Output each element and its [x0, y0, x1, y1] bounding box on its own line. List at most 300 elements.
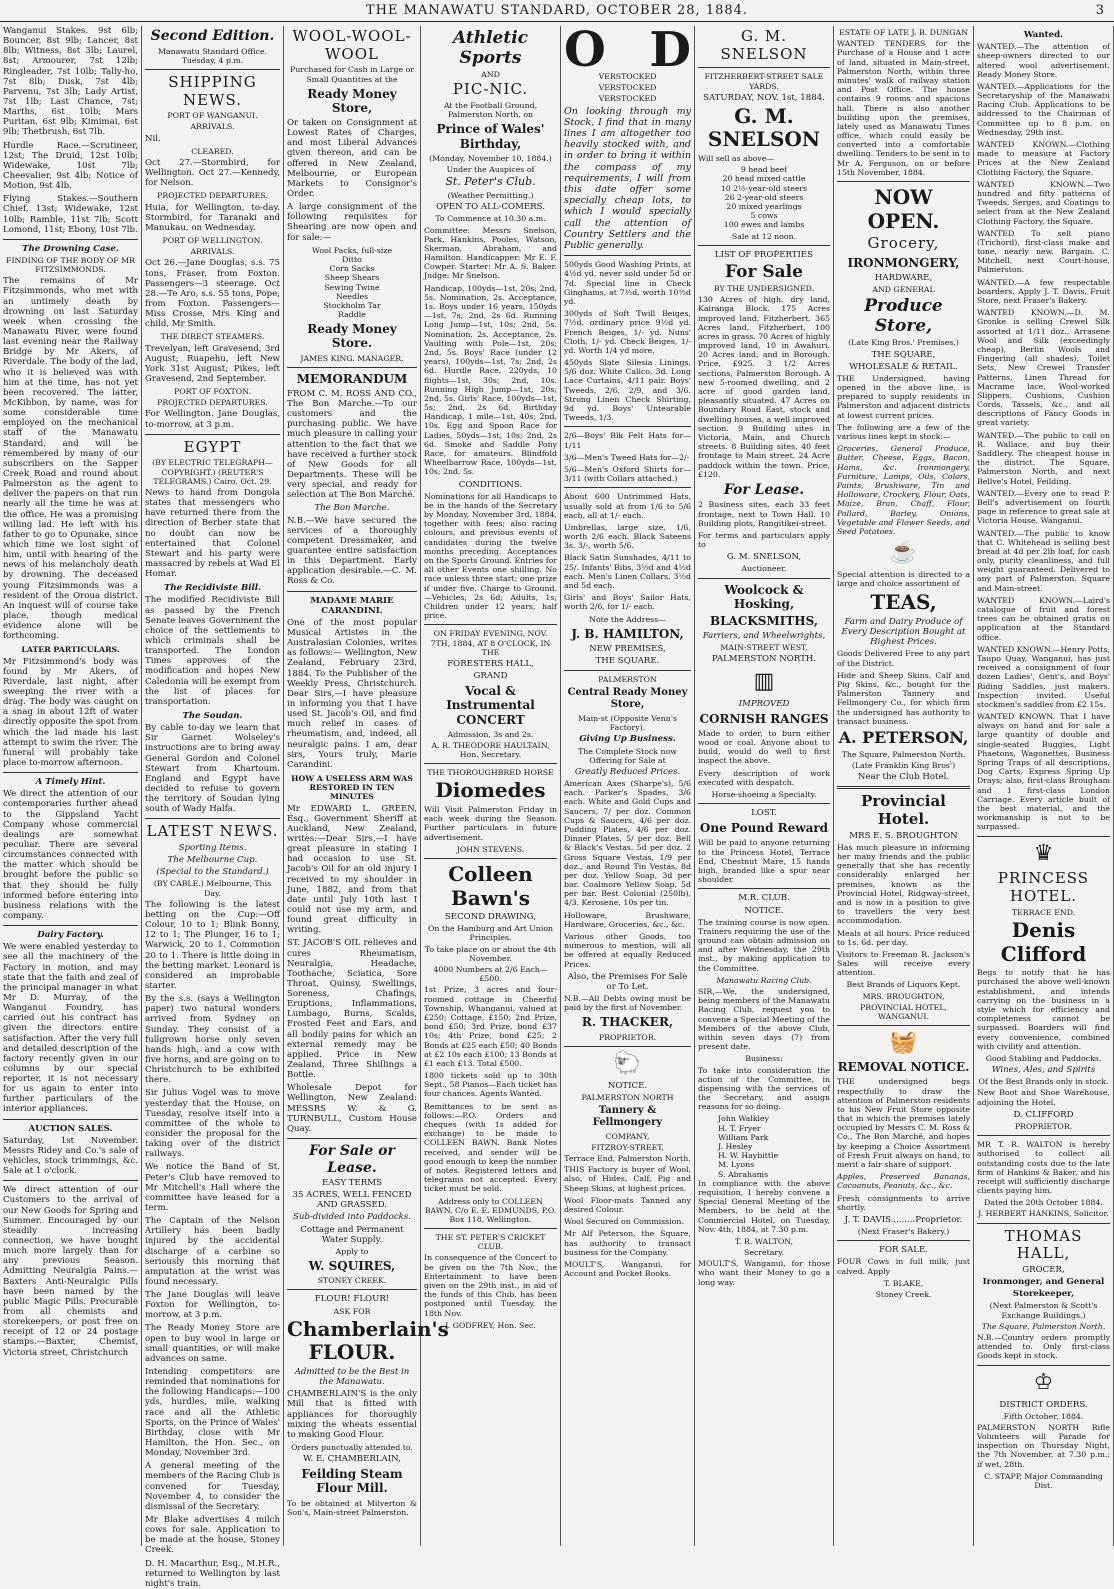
jb-hamilton: J. B. HAMILTON, [571, 626, 684, 641]
signatories [698, 1114, 830, 1178]
big-letter-o: O [564, 22, 606, 78]
prince-birthday: Prince of Wales' Birthday, [436, 122, 545, 151]
provincial-hotel: Provincial Hotel. [861, 792, 946, 829]
later-article: Mr Fitzsimmond's body was found by Mr Akers, of Riverdale, last night, after sweeping the river with a drag. The body was caught on a snag in about 12ft of water directly opposite the spot from which the lad made his last attempt to swim the river. The funeral will probably take place to-morrow afternoon. [3, 656, 138, 768]
list-item: 20 mixed yearlings [726, 202, 802, 212]
wanted-6: WANTED.—A few respectable boarders. Apply J. T. Davis, Fruit Store, next Fraser's Bakery. [977, 277, 1110, 306]
tenders-wanted: WANTED TENDERS for the Purchase of a House and 1 acre of land, situated in Main-street, Palmerston North, within three minutes' walk of railway station and Post Office. The house contains 9 rooms and spacious hall. There is also another building upon the premises, lately used as Manawatu Times office, which could easily be converted into a comfortable dwelling. Tenders to be sent in to Mr A. Ferguson, on or before 15th November, 1884. [837, 39, 970, 177]
moult-books: MOULT'S, Wanganui, for Account and Pocket Books. [564, 1259, 691, 1279]
direct-steamers-label: THE DIRECT STEAMERS. [160, 332, 265, 342]
late-king-bros: (Late King Bros.' Premises,) [848, 338, 959, 348]
tickets: 1800 tickets sold up to 30th Sept., 58 Pianos—Each ticket has four chances. Agents Wanted. [424, 1071, 557, 1099]
egypt-subheading: (BY ELECTRIC TELEGRAPH—COPYRIGHT.) (REUTER'S TELEGRAMS.) Cairo, Oct. 29. [152, 458, 273, 486]
palmerston-north: PALMERSTON NORTH. [711, 654, 817, 665]
cricket-heading: THE ST. PETER'S CRICKET CLUB. [435, 1233, 546, 1252]
easy-terms: EASY TERMS [322, 1178, 382, 1189]
holloware: Holloware, Brushware, Hardware, Groceries, &c., &c. [564, 910, 691, 929]
shearing-list [287, 246, 417, 320]
racing-club: Manawatu Racing Club. [716, 975, 812, 985]
auctioneer: Auctioneer. [741, 564, 787, 574]
provincial-wanganui: PROVINCIAL HOTEL, WANGANUI. [860, 1002, 947, 1022]
wanted-2: WANTED.—Applications for the Secretaryship of the Manawatu Racing Club. Applications to be addressed to the Chairman of Committee up to 8 p.m. on Wednesday, 29th inst. [977, 81, 1110, 137]
list-item: Sheep Shears [324, 273, 380, 283]
picnic-heading: PIC-NIC. [452, 80, 529, 99]
list-item: 9 head beef [740, 165, 788, 175]
four-cows: FOUR Cows in full milk, just calved. Apply [837, 1257, 970, 1276]
artillery-accident: The Captain of the Nelson Artillery has been badly injured by the accidental discharge of a carbine so seriously this morning that amputation at the wrist was found necessary. [145, 1216, 280, 1287]
storekeeper: Storekeeper, [1012, 1289, 1075, 1300]
wool-purchased: Purchased for Cash in Large or Small Quantities at the [289, 65, 415, 84]
projected-text: Huia, for Wellington, to-day. Stormbird, for Taranaki and Manukau, on Wednesday. [145, 202, 280, 233]
concert-heading: Vocal & Instrumental CONCERT [446, 684, 535, 727]
wanted-11: WANTED KNOWN.—Laird's catalogue of fruit and forest trees can be obtained gratis on application at the Standard office. [977, 595, 1110, 642]
grocery: Grocery, [867, 234, 940, 253]
open-all-comers: OPEN TO ALL-COMERS. [436, 202, 545, 213]
range-illustration: ▥ [753, 668, 775, 694]
sale-date: SATURDAY, NOV. 1st, 1884. [703, 92, 825, 103]
direct-steamers-text: Trevelyan, left Gravesend, 3rd August; Ruapehu, left New York 31st August; Pikes, left Gravesend, 2nd September. [145, 343, 280, 384]
palmerston: PALMERSTON [598, 675, 657, 685]
thomas-hall: THOMAS HALL, [1004, 1226, 1083, 1263]
good-stabling: Good Stabling and Paddocks. [985, 1053, 1102, 1063]
intending-competitors: Intending competitors are reminded that nominations for the following Handicaps:—100 yds, hurdles, mile, walking race and all the Athletic Sports, on the Prince of Wales' Birthday, close with Mr Hamilton, the Hon. Sec., on Monday, November 3rd. [145, 1367, 280, 1459]
undersigned-text: THE Undersigned, having opened in the above line, is prepared to supply residents in Palmerston and adjacent districts at lowest current prices. [837, 373, 970, 420]
mens-hats: 3/6—Men's Tweed Hats for—2/- [564, 452, 690, 462]
port-wellington: PORT OF WELLINGTON. [162, 236, 263, 245]
wanted-5: WANTED To sell piano (Trichord), first-class make and tone, nearly new. Bargain. C. Mitchell, next Court-house, Palmerston. [977, 228, 1110, 275]
sale-yards: FITZHERBERT-STREET SALE YARDS. [704, 72, 824, 91]
r-thacker: R. THACKER, [581, 1015, 674, 1030]
john-stevens: JOHN STEVENS. [456, 844, 525, 854]
column-1 [0, 26, 142, 1546]
requisition: SIR,—We, the undersigned, being members of the Manawatu Racing Club, request you to convene a Special Meeting of the Members of the above Club, within seven days (7) from present date. [698, 987, 830, 1052]
gm-snelson: G. M. SNELSON [707, 103, 821, 152]
reward: One Pound Reward [699, 821, 829, 836]
central-store: Central Ready Money Store, [567, 687, 688, 711]
projected-label: PROJECTED DEPARTURES. [157, 191, 268, 201]
late-franklin: (Late Franklin King Bros') [851, 761, 956, 771]
note-address: Note the Address— [589, 614, 666, 624]
new-premises: NEW PREMISES, [589, 643, 666, 654]
square-palmerston: The Square, Palmerston North. [841, 749, 966, 759]
ready-money-note: The Ready Money Store are open to buy wool in large or small quantities, or will make advances on same. [145, 1323, 280, 1364]
lost-text: Will be paid to anyone returning to the Princess Hotel, Terrace End, Chestnut Mare, 15 hands high, branded like a spur near shoulder. [698, 838, 830, 885]
company: COMPANY, [605, 1131, 650, 1141]
list-item: Stockholm Tar [323, 300, 381, 310]
wanted-12: WANTED KNOWN.—Henry Potts, Taupo Quay, Wanganui, has just received a consignment of four dozen Ladies', Gent's, and Boys' Riding Saddles, just makers. Inspection invited. Useful stockmen's saddles from £2 15s. [977, 644, 1110, 709]
line-silesia: 450yds Slate Silesia Linings, 5/6 doz. White Calico, 3d. Long Lace Curtains, 4/11 pair. Boys' Tweeds, 2/6, 2/9, and 3/6. Strong Linen Check Shirting, 9d yd. Boys' Untearable Tweeds, 1/3. [564, 358, 691, 423]
conditions-text: Nominations for all Handicaps to be in the hands of the Secretary by Monday, November 3rd, 1884, together with fees; also racing colours, and previous events of candidates during the twelve months preceding. Acceptances on the Sports Ground. Entries for all other Events one shilling. No race unless three start; one prize if under five. Charge to Ground.—Vehicles, 2s 6d; Adults, 1s; Children under 12 years, half price. [424, 491, 557, 621]
madame-letter: One of the most popular Musical Artistes in the Australasian Colonies, writes as follows:— Wellington, New Zealand, February 23rd, 1884. To the Publisher of the Weekly Press, Christchurch. Dear Sirs,—I have pleasure in informing you that I have used St. Jacob's Oil, and find much relief in cases of rheumatism, and, indeed, all neuralgic pains. I am, dear sirs, Yours truly, Marie Carandini. [287, 617, 417, 770]
a-peterson: A. PETERSON, [838, 727, 969, 747]
friday-evening: ON FRIDAY EVENING, NOV. 7TH, 1884, AT 8 O'CLOCK, IN THE [430, 629, 551, 657]
band-notice: We notice the Band of St. Peter's Club have removed to Mr Mitchell's Hall where the committee have leased for a term. [145, 1162, 280, 1213]
mill-text: CHAMBERLAIN'S is the only Mill that is fitted with appliances for thoroughly mixing the wheats essential to making Good Flour. [287, 1389, 417, 1440]
wanted-9: WANTED.—Every one to read P. Bell's advertisement on fourth page in reference to great sale at Victoria House, Wanganui. [977, 488, 1110, 526]
list-item: Corn Sacks [329, 264, 375, 274]
column-3 [284, 26, 449, 1546]
column-7 [834, 26, 974, 1546]
farm-produce: Farm and Dairy Produce of Every Description Bought at Highest Prices. [841, 617, 966, 648]
terms-apply: For terms and particulars apply to [698, 530, 830, 550]
james-king: JAMES KING. MANAGER. [300, 353, 404, 363]
and-label: AND [481, 70, 500, 80]
athletic-sports-heading: Athletic Sports [452, 28, 529, 69]
admission: Admission, 3s and 2s. [447, 729, 534, 739]
newspaper-title: THE MANAWATU STANDARD, OCTOBER 28, 1884. [365, 3, 749, 18]
wholesale-depot: Wholesale Depot for Wellington, New Zealand: MESSRS W. & G. TURNBULL, Custom House Quay. [287, 1083, 417, 1134]
arrivals-text-2: Oct 26.—Jane Douglas, s.s. 75 tons, Fraser, from Foxton. Passengers—3 steerage. Oct 28.—Te Aro, s.s. 55 tons, Pope, from Foxton. Passengers—Miss Crosse, Mrs King and child, Mr Smith. [145, 258, 280, 330]
princess-hotel: PRINCESS HOTEL. [997, 869, 1090, 906]
wanted-8: WANTED.—The public to call on R. Wallace, and buy their Saddlery. The cheapest house in the district. The Square, Palmerston North, and next Bellve's Hotel, Feilding. [977, 430, 1110, 486]
ironmongery: IRONMONGERY, [847, 255, 960, 270]
under-auspices: Under the Auspices of [446, 164, 535, 174]
feilding-mill: Feilding Steam Flour Mill. [301, 1467, 403, 1496]
lost-heading: LOST. [751, 808, 777, 819]
port-foxton: PORT OF FOXTON. [174, 387, 251, 397]
macarthur-note: D. H. Macarthur, Esq., M.H.R., returned to Wellington by last night's train. [145, 1558, 280, 1589]
ask-for: ASK FOR [333, 1306, 371, 1316]
business-label: Business: [745, 1054, 783, 1064]
sailor-hats: Girls' and Boys' Sailor Hats, worth 2/6, for 1/- each. [564, 593, 691, 612]
soudan-article: By cable to-day we learn that Sir Garnet Wolseley's instructions are to bring away General Gordon and Colonel Stewart from Khartoum. England and Egypt have decided to refuse to govern the territory of Soudan lying south of Wady Halfa. [145, 723, 280, 815]
subdivided: Sub-divided into Paddocks. [292, 1212, 411, 1223]
overstocked-intro: On looking through my Stock, I find that in many lines I am altogether too heavily stocked with, and in order to bring it within the compass of my requirements, I will from this date offer some specially cheap lots, to which I would specially call the attention of Country Settlers and the Public generally. [564, 105, 691, 251]
conditions-heading: CONDITIONS. [458, 479, 523, 490]
shipping-heading: SHIPPING NEWS. [168, 72, 257, 109]
timely-heading: A Timely Hint. [35, 777, 106, 788]
notice-heading: NOTICE. [607, 1080, 648, 1091]
stoney-creek: STONEY CREEK. [317, 1276, 387, 1286]
hurdle-race: Hurdle Race.—Scrutineer, 12st; The Druid, 12st 10lb; Widewake, 10st 7lb; Cheevalier, 9st 4lb; Notice of Motion, 9st 4lb. [3, 140, 138, 192]
list-item: Needles [335, 291, 369, 301]
orders-note: Orders punctually attended to. [291, 1442, 413, 1452]
list-item: M. Lyons [718, 1160, 755, 1170]
removal-notice: REMOVAL NOTICE. [837, 1060, 970, 1075]
admitted-best: Admitted to be the Best in the Manawatu. [294, 1366, 410, 1388]
list-item: 26 2-year-old steers [724, 192, 804, 202]
list-item: J. Hesley [718, 1142, 753, 1151]
colleen-address: Address only to COLLEEN BAWN, C/o E. E. EDMUNDS, P.O. Box 118, Wellington. [424, 1196, 557, 1224]
committee: Committee: Messrs Snelson, Park, Hankins, Pooles, Watson, Skerman, Abraham, and Hamilton. Handicapper: Mr E. F. Cowper. Starter: Mr A. S. Baker. Judge: Mr Snelson. [424, 225, 557, 281]
oxford-shirts: 5/6—Men's Oxford Shirts for—3/11 (with Collars attached.) [564, 464, 691, 484]
flying-stakes: Flying Stakes.—Southern Chief, 13st; Widewake, 12st 10lb; Ramble, 11st 7lb; Scott Lomond, 11st; Ebony, 10st 7lb. [3, 194, 138, 235]
haultain: A. R. THEODORE HAULTAIN, Hon. Secretary. [431, 740, 550, 760]
we-chamberlain: W. E. CHAMBERLAIN, [303, 1454, 401, 1465]
jt-davis: J. T. DAVIS.........Proprietor. [844, 1214, 963, 1225]
best-brands-8: Of the Best Brands only in stock. [978, 1077, 1109, 1087]
terrace-end: Terrace End, Palmerston North. [564, 1154, 691, 1164]
dated: Dated the 20th October 1884. [984, 1198, 1103, 1208]
second-drawing: SECOND DRAWING, [444, 912, 537, 923]
crown-illustration: ♔ [1033, 1369, 1054, 1395]
gm-snelson-sign: G. M. SNELSON, [726, 552, 802, 563]
arrivals-label: ARRIVALS. [190, 122, 235, 132]
foresters-hall: FORESTERS HALL, [447, 658, 534, 669]
line-prints: 500yds Good Washing Prints, at 4½d yd, never sold under 5d or 7d. Special line in Check Ginghams, at 7½d, worth 10½d yd. [564, 260, 691, 306]
t-blake: T. BLAKE, [883, 1278, 924, 1288]
list-item: 10 2½-year-old steers [720, 183, 808, 193]
sale-noon: Sale at 12 noon. [731, 231, 797, 241]
visitors: Visitors to Freeman R. Jackson's Sales will receive every attention. [837, 949, 970, 978]
crest-illustration: ♛ [1033, 840, 1054, 866]
wanted-3: WANTED KNOWN.—Clothing made to measure at Factory Prices at the New Zealand Clothing Factory, the Square. [977, 140, 1110, 177]
list-item: Raddle [338, 310, 366, 320]
untrimmed-hats: About 600 Untrimmed Hats, usually sold at from 1/6 to 5/6 each, all at 1/- each. [564, 492, 691, 520]
port-wanganui: PORT OF WANGANUI. [167, 111, 258, 121]
fruit-basket-illustration: 🧺 [889, 1030, 918, 1056]
training-course: The training course is now open. Trainers requiring the use of the ground can obtain admission on and after Wednesday, the 29th inst., by making application to the Committee. [698, 917, 830, 973]
arrivals-label-2: ARRIVALS. [190, 247, 235, 257]
grand-label: GRAND [473, 671, 508, 682]
teas: TEAS, [870, 590, 937, 615]
dressmaker-note: N.B.—We have secured the services of a thoroughly competent Dressmaker, and guarantee entire satisfaction in this Department. Early application desirable.—C. M. Ross & Co. [287, 515, 417, 587]
useless-arm-heading: HOW A USELESS ARM WAS RESTORED IN TEN MINUTES [291, 773, 413, 802]
projected-label-3: PROJECTED DEPARTURES. [157, 398, 268, 408]
later-heading: LATER PARTICULARS. [21, 645, 120, 655]
palmerston-north: PALMERSTON NORTH [581, 1092, 674, 1102]
walton-authority: MR T. R. WALTON is hereby authorised to collect all outstanding costs due to the late firm of Hankins & Baker, and his receipt will sufficiently discharge clients paying him. [977, 1140, 1110, 1196]
debts-note: N.B.—All Debts owing must be paid by the first of November. [564, 994, 691, 1013]
list-item: 100 ewes and lambs [723, 220, 805, 230]
c-stapp: C. STAPP, Major Commanding Dist. [984, 1471, 1103, 1490]
woolcock-hosking: Woolcock & Hosking, [724, 582, 804, 611]
drowning-heading: The Drowning Case. [22, 243, 119, 254]
st-peters-club: St. Peter's Club. [445, 175, 536, 189]
proprietor: PROPRIETOR. [598, 1032, 657, 1042]
cottage: Cottage and Permanent Water Supply. [300, 1224, 404, 1245]
obtained-at: To be obtained at Milverton & Son's, Main-street Palmerston. [287, 1498, 417, 1517]
memorandum-heading: MEMORANDUM [296, 371, 408, 386]
st-jacobs-oil: ST. JACOB'S OIL relieves and cures Rheumatism, Neuralgia, Headache, Toothache, Sciatica, Sore Throat, Quinsy, Swellings, Soreness, Chafings, Eruptions, Inflammations, Lumbago, Burns, Scalds, Frosted Feet and Ears, and all bodily pains for which an external remedy may be applied. Price in New Zealand, Three Shillings a Bottle. [287, 938, 417, 1081]
rifle-volunteers: PALMERSTON NORTH Rifle Volunteers will Parade for inspection on Thursday Night, the 7th November, at 7.30 p.m.; if wet, 28th. [977, 1422, 1110, 1469]
godfrey: J. GODFREY, Hon. Sec. [445, 1320, 536, 1330]
racing-meeting: A general meeting of the members of the Racing Club is convened for Tuesday, November 4, to consider the dismissal of the Secretary. [145, 1461, 280, 1512]
sunshades: Black Satin Sunshades, 4/11 to 25/. Infants' Bibs, 3½d and 4½d each. Men's Linen Collars, 3½d and 5d each. [564, 553, 691, 591]
sheep-illustration: 🐑 [613, 1050, 642, 1076]
dairy-article: We were enabled yesterday to see all the machinery of the Factory in motion, and may state that the faith and zeal of the principal manager in what Mr D. Murray, of the Wanganui Foundry, has carried out his contract has given the directors entire satisfaction. After the very full and detailed description of the factory recently given in our columns by our special reporter, it is not necessary for us again to enter into further particulars of the interior appliances. [3, 942, 138, 1115]
diomedes: Diomedes [435, 778, 546, 803]
list-item: Sewing Twine [324, 282, 380, 292]
teapot-illustration: ☕ [889, 540, 918, 566]
list-item: John Walkley [718, 1114, 770, 1124]
meals: Meals at all hours. Price reduced to 1s. 6d. per day. [837, 928, 970, 947]
bon-marche: The Bon Marche. [314, 503, 390, 514]
ironmonger-general: Ironmonger, and General [982, 1277, 1105, 1288]
boot-warehouse: New Boot and Shoe Warehouse, adjoining the Hotel. [977, 1088, 1110, 1107]
cornish-ranges: CORNISH RANGES [699, 711, 829, 726]
list-item: H. T. Fryer [718, 1123, 761, 1133]
properties-heading: LIST OF PROPERTIES [714, 249, 814, 260]
complete-stock: The Complete Stock now Offering for Sale at [578, 746, 677, 765]
fitzroy-street: FITZROY-STREET, [591, 1142, 664, 1152]
lines-list: Groceries, General Produce, Butter, Cheese, Eggs, Bacon, Hams, &c. Ironmongery, Furniture, Lamps, Oils, Colors, Paints, Brushware, Tin and Holloware, Crockery, Flour, Oats, Maize, Bran, Chaff, Flour, Pollard, Barley, Onions, Vegetable and Flower Seeds, and Seed Potatoes. [837, 444, 970, 536]
jane-douglas: The Jane Douglas will leave Foxton for Wellington, to-morrow, at 3 p.m. [145, 1290, 280, 1321]
terrace-end-8: TERRACE END. [1011, 907, 1076, 917]
apply-to: Apply to [335, 1246, 369, 1256]
melbourne-cup-heading: The Melbourne Cup. [167, 855, 258, 866]
events-list: Handicap, 100yds—1st, 20s; 2nd, 5s. Nomination, 2s. Acceptance, 1s. Boys under 16 years, 150yds—1st, 7s; 2nd, 2s 6d. Running Long Jump—1st, 10s; 2nd, 5s. Nomination, 2s. Acceptance, 2s. Vaulting with Pole—1st, 20s; 2nd, 5s. Boys' Race (under 12 years), 100yds—1st, 7s; 2nd, 2s 6d. Hurdle Race, 220yds, 10 flights—1st, 30s; 2nd, 10s. Running High Jump—1st, 20s; 2nd, 5s. Girls' Race, 100yds—1st, 5s; 2nd, 2s 6d. Birthday Handicap, 1 mile—1st, 40s; 2nd, 10s. Egg and Spoon Race for Ladies, 50yds—1st, 10s; 2nd, 2s 6d. Smoke and Saddle Pony Race, for amateurs. Blindfold Wheelbarrow Race, 100yds—1st, 10s; 2nd, 5s. [424, 283, 557, 477]
the-square-7: THE SQUARE, [871, 349, 936, 360]
diomedes-text: Will Visit Palmerston Friday in each week during the Season. Further particulars in future advertisement. [424, 805, 557, 842]
list-item: Ditto [342, 254, 362, 264]
edition-heading: Second Edition. [150, 28, 275, 44]
list-item: William Park [718, 1132, 769, 1142]
list-item: 5 cows [750, 211, 778, 221]
notice-heading-2: NOTICE. [744, 905, 784, 916]
now-open: NOW OPEN. [867, 185, 940, 233]
art-union: On the Hamburg and Art Union Principles. [427, 924, 554, 943]
ready-money-store: Ready Money Store, [307, 86, 397, 115]
cup-betting: The following is the latest betting on the Cup:—Off Colour, 10 to 1; Blink Bonny, 12 to 1; The Plunger, 16 to 1; Warwick, 20 to 1. Commotion 20 to 1. There is little doing in the betting market. Leonard is considered an improbable starter. [145, 899, 280, 991]
commence-time: To Commence at 10.30 a.m. [435, 214, 546, 224]
recidiviste-article: The modified Recidiviste Bill as passed by the French Senate leaves Government the choice of the settlements to which criminals shall be transported. The London Times approves of the modification and hopes New Caledonia will be exempt from the list of places for transportation. [145, 595, 280, 707]
for-sale-7: FOR SALE. [878, 1245, 928, 1256]
list-item: H. W. Haybittle [718, 1151, 779, 1161]
square-pn: The Square, Palmerston North. [981, 1321, 1106, 1331]
football-ground: At the Football Ground, Palmerston North, on [443, 100, 538, 120]
mr-club: M.R. CLUB. [738, 893, 790, 904]
estate-heading: ESTATE OF LATE J. B. DUNGAN [839, 28, 968, 37]
compliance: In compliance with the above requisition, I hereby convene a Special General Meeting of the Members, to be held at the Commercial Hotel, on Tuesday, Nov. 4th, 1884, at 7.30 p.m. [698, 1178, 830, 1234]
wool-commission: Wool Secured on Commission. [564, 1217, 684, 1227]
clifford-text: Begs to notify that he has purchased the above well-known establishment, and intends carrying on the business in a style which for efficiency and completeness cannot be surpassed. Boarders will find every convenience, combined with civility and attention. [977, 968, 1110, 1051]
by-cable: (BY CABLE.) Melbourne, This Day. [153, 879, 272, 898]
page-number: 3 [1095, 3, 1104, 18]
wanted-1: WANTED.—The attention of sheep-owners directed to our altered wool advertisement. Ready Money Store. [977, 42, 1110, 79]
the-square: THE SQUARE. [595, 656, 660, 667]
egypt-heading: EGYPT [183, 437, 242, 456]
next-exchange: (Next Palmerston & Scott's Exchange Buildings.) [989, 1301, 1098, 1320]
natural-wonders: By the s.s. (says a Wellington paper) two natural wonders arrived from Sydney on Sunday. They consist of a fullgrown horse only seven hands high, and a cow with five horns, and are going on to Christchurch to be exhibited there. [145, 994, 280, 1086]
best-brands: Best Brands of Liquors Kept. [846, 980, 961, 990]
following-lines: The following are a few of the various lines kept in stock:— [837, 422, 970, 442]
sale-lease-heading: For Sale or Lease. [309, 1143, 395, 1176]
overstocked-line: VERSTOCKED [598, 94, 657, 104]
d-clifford: D. CLIFFORD [1013, 1109, 1074, 1120]
sporting-heading: Sporting Items. [178, 843, 247, 854]
wanted-13: WANTED KNOWN. That I have always on hand and for sale a large quantity of double and single-seated Buggies, Light Phaetons, Wagonettes, Business Spring Traps of all descriptions, Dog Carts, Express Spring Up Drays; also, first-class Brougham and 1 first-class London Carriage. Every article built of the best material, and the workmanship is not to be surpassed. [977, 712, 1110, 832]
lease-list: 2 Business sites, each 33 feet frontage, next to Town Hall. 10 Building plots, Rangitikei-street. [698, 500, 830, 528]
for-sale: For Sale [725, 261, 803, 282]
shearing-intro: A large consignment of the following requisites for Shearing are now open and for sale:— [287, 202, 417, 243]
acres-line: 35 ACRES, WELL FENCED AND GRASSED. [292, 1190, 412, 1211]
list-item: S. Abrahams [718, 1169, 769, 1179]
wool-heading: WOOL-WOOL-WOOL [292, 27, 412, 63]
useless-arm-text: Mr EDWARD L. GREEN, Esq., Government Sheriff at Auckland, New Zealand, writes:—Dear Sirs,—I have great pleasure in stating I had occasion to use St. Jacob's Oil for an old injury I received to my shoulder in June, 1882, and from that date until July 10th last I could not use my arm, and found great difficulty in writing. [287, 803, 417, 936]
and-general: AND GENERAL [872, 285, 935, 295]
column-6 [695, 26, 834, 1546]
list-item: 20 head mixed cattle [722, 174, 806, 184]
goods-delivered: Goods Delivered Free to any part of the District. [837, 649, 970, 668]
for-lease: For Lease. [723, 481, 805, 498]
race-weights: Wanganui Stakes. 9st 6lb; Bouncer, 8st 9lb; Lancer, 8st 8lb; Witness, 8st 3lb; Laurel, 8st; Armourer, 7st 12lb; Ringleader, 7st 10lb; Tally-ho, 7st 8lb; Dusk, 7st 4lb; Parvenu, 7st 3lb; Lady Artist, 7st 1lb; Last Chance, 7st; Marths, 6st 10lb; Mars Puritan, 6st 9lb; Kimimai, 6st 9lb; Thetbrush, 6st 7lb. [3, 26, 138, 138]
tannery: Tannery & Fellmongery [592, 1105, 663, 1128]
wines-ales: Wines, Ales, and Spirits [991, 1065, 1096, 1076]
overstocked-line: VERSTOCKED [598, 72, 657, 81]
every-description: Every description of work executed with despatch. [698, 768, 830, 787]
country-orders: N.B.—Country orders promptly attended to. Only first-class Goods kept in stock. [977, 1332, 1110, 1361]
cleared-label: CLEARED. [191, 146, 234, 156]
hides-skins: Hide and Sheep Skins, Calf and Pig Skins, &c., bought for the Palmerston Tannery and Fellmongery Co., for which firm the undersigned has authority to transact business. [837, 670, 970, 726]
next-fraser: (Next Fraser's Bakery.) [857, 1227, 950, 1237]
produce-store: Produce Store, [864, 296, 943, 337]
district-orders: DISTRICT ORDERS. [999, 1399, 1088, 1410]
properties-list: 130 Acres of high, dry land, Kairanga Block. 175 Acres improved land, Fitzherbert. 365 Acres land, Fitzherbert, 100 acres in grass. 70 Acres of highly improved land, 10 in Awahuri. 20 Acres land, and in Borough. Price, £925. 3 1/2 Acres sections, Palmerston Borough. A new 5-roomed dwelling, and 2 acre of good garden land, pleasantly situated. 47 Acres on Boundary Road East, stock and dwelling houses, a well improved section. 9 Building sites in Victoria, Main, and Church streets. 8 Building sites, 40 feet frontage to Main street. 24 Acre paddock within the town. Price, £120. [698, 295, 830, 479]
fifth-october: Fifth October, 1884. [1003, 1411, 1084, 1421]
farriers: Farriers, and Wheelwrights, [702, 631, 826, 642]
colleen-bawn: Colleen Bawn's [448, 861, 533, 910]
secretary: Secretary. [743, 1248, 785, 1258]
soudan-heading: The Soudan. [182, 710, 243, 721]
column-5 [561, 22, 695, 1546]
giving-up: Giving Up Business. [579, 734, 676, 745]
reduced-prices: Greatly Reduced Prices. [574, 766, 681, 777]
business-text: To take into consideration the action of the Committee, in dispensing with the services of the Secretary, and assign reasons for so doing. [698, 1065, 830, 1112]
egypt-article: News to hand from Dongola states that messengers who have returned there from the direction of Berber state that no doubt can now be entertained that Colonel Stewart and his party were massacred by rebels at Wad El Homar. [145, 488, 280, 580]
column-8 [974, 26, 1114, 1546]
wool-mats: Wool Floor-mats Tanned any desired Colour. [564, 1195, 691, 1214]
overstocked-line: VERSTOCKED [598, 83, 657, 93]
broughton-text: Has much pleasure in informing her many friends and the public generally that she has recently considerably enlarged her premises, known as the Provincial Hotel, Ridgway-street, and is now in a position to give to travellers the very best accommodation. [837, 842, 970, 926]
column-2 [142, 26, 284, 1589]
special-note: (Special to the Standard.) [156, 867, 269, 878]
removal-text: THE undersigned begs respectfully to draw the attention of Palmerston residents to his New Fruit Store opposite that in which the premises lately occupied by Messrs C. M. Ross & Co., The Bon Marché, and hopes by keeping a Choice Assortment of Fresh Fruit always on hand, to merit a fair share of support. [837, 1077, 970, 1170]
list-item: Wool Packs, full-size [311, 245, 393, 255]
line-beiges: 300yds of Soft Twill Beiges, 7½d, ordinary price 9½d yd. French Beiges, 1/- yd. Nuns' Cloth, 1/- yd. Check Beiges, 1/- yd. Worth 1/4 yd more. [564, 309, 691, 355]
sports-date: (Monday, November 10, 1884.) [429, 153, 552, 163]
blacksmiths: BLACKSMITHS, [709, 613, 819, 628]
squires: W. SQUIRES, [308, 1259, 396, 1274]
wool-consignment: Or taken on Consignment at Lowest Rates of Charges, and most Liberal Advances given thereon, and can be offered in New Zealand, Melbourne, or European Markets to Consignor's Order. [287, 118, 417, 200]
big-letter-d: D [649, 22, 691, 78]
stoney-creek-7: Stoney Creek. [875, 1290, 932, 1299]
near-club-hotel: Near the Club Hotel. [857, 772, 950, 783]
improved: IMPROVED [738, 698, 790, 709]
shares: 4000 Numbers at 2/6 Each—£500. [433, 965, 548, 984]
made-to-order: Made to order, to burn either wood or coal. Anyone about to build, would do well to first inspect the above. [698, 728, 830, 766]
premises-sale: Also, the Premises For Sale or To Let. [567, 971, 688, 992]
moult-money: MOULT'S, Wanganui, for those who want their Money to go a long way. [698, 1259, 830, 1287]
arrivals-nil: Nil. [145, 133, 161, 144]
horse-shoeing: Horse-shoeing a Specialty. [711, 789, 817, 799]
various-goods: Various other Goods, too numerous to mention, will all be offered at equally Reduced Prices. [564, 932, 691, 969]
latest-news-heading: LATEST NEWS. [146, 822, 279, 841]
prizes: 1st Prize, 3 acres and four-roomed cottage in Cheerful Township, Whanganui, valued at £250; Cottage, £150; 2nd Prize, bond £50; 3rd Prize, bond £37 10s; 4th Prize, bond £25; 2 Bonds at £25 each £50; 40 Bonds at £2 10s each £100; 13 Bonds at £1 each £13. Total £500. [424, 985, 557, 1068]
wanted-7: WANTED KNOWN.—D. M. Gronke is selling Crewel Silk assorted at 1/11 doz., Arrasene Wool and Silk (exceedingly cheap), Berlin Wools and Fingering (all shades), Toilet Sets, New Crewel Transfer Patterns, Linen Thread for Macrame lace, Wool-worked Slippers, Cushions, Cushion Cords, Tassels, &c., and all descriptions of Fancy Goods in great variety. [977, 308, 1110, 428]
fresh-consignments: Fresh consignments to arrive shortly. [837, 1193, 970, 1212]
projected-text-3: For Wellington. Jane Douglas, to-morrow, at 3 p.m. [145, 409, 280, 430]
wholesale-retail: WHOLESALE & RETAIL. [849, 361, 958, 372]
umbrellas: Umbrellas, large size, 1/6, worth 2/6 each. Black Sateens 3s. 3/-, worth 5/6. [564, 522, 691, 551]
opposite-venns: Main-st (Opposite Venn's Factory). [578, 713, 677, 733]
auction-heading: AUCTION SALES. [28, 1123, 113, 1134]
remittances: Remittances to be sent as follows:—P.O. Orders and cheques (with 1s added for exchange) to be made to COLLEEN BAWN. Bank Notes received, and sender will be good enough to keep the number of notes. Registered letters and telegrams not accepted. Every ticket must be sold. [424, 1101, 557, 1194]
recidiviste-heading: The Recidiviste Bill. [163, 583, 262, 594]
denis-clifford: Denis Clifford [1000, 918, 1087, 966]
hankins: J. HERBERT HANKINS, Solicitor. [978, 1209, 1109, 1219]
milch-cows: Mr Blake advertises 4 milch cows for sale. Application to be made at the house, Stoney Creek. [145, 1515, 280, 1556]
tr-walton: T. R. WALTON, [734, 1236, 794, 1246]
apples: Apples, Preserved Bananas, Cocoanuts, Peanuts, &c., &c. [837, 1172, 970, 1191]
masthead [0, 0, 1114, 22]
will-sell: Will sell as above— [698, 154, 775, 164]
chamberlain-flour: Chamberlain's FLOUR. [287, 1316, 449, 1365]
timely-article: We direct the attention of our contemporaries further ahead to the Gippsland Yacht Company whose commercial dealings are somewhat peculiar. There are several circumstances connected with the matter which should be brought before the public so that they should be fully informed before entering into business relations with the company. [3, 789, 138, 921]
boys-hats: 2/6—Boys' Blk Felt Hats for—1/11 [564, 431, 691, 450]
madame-heading: MADAME MARIE CARANDINI. [310, 595, 394, 616]
weather-permitting: (Weather Permitting.) [447, 191, 534, 200]
